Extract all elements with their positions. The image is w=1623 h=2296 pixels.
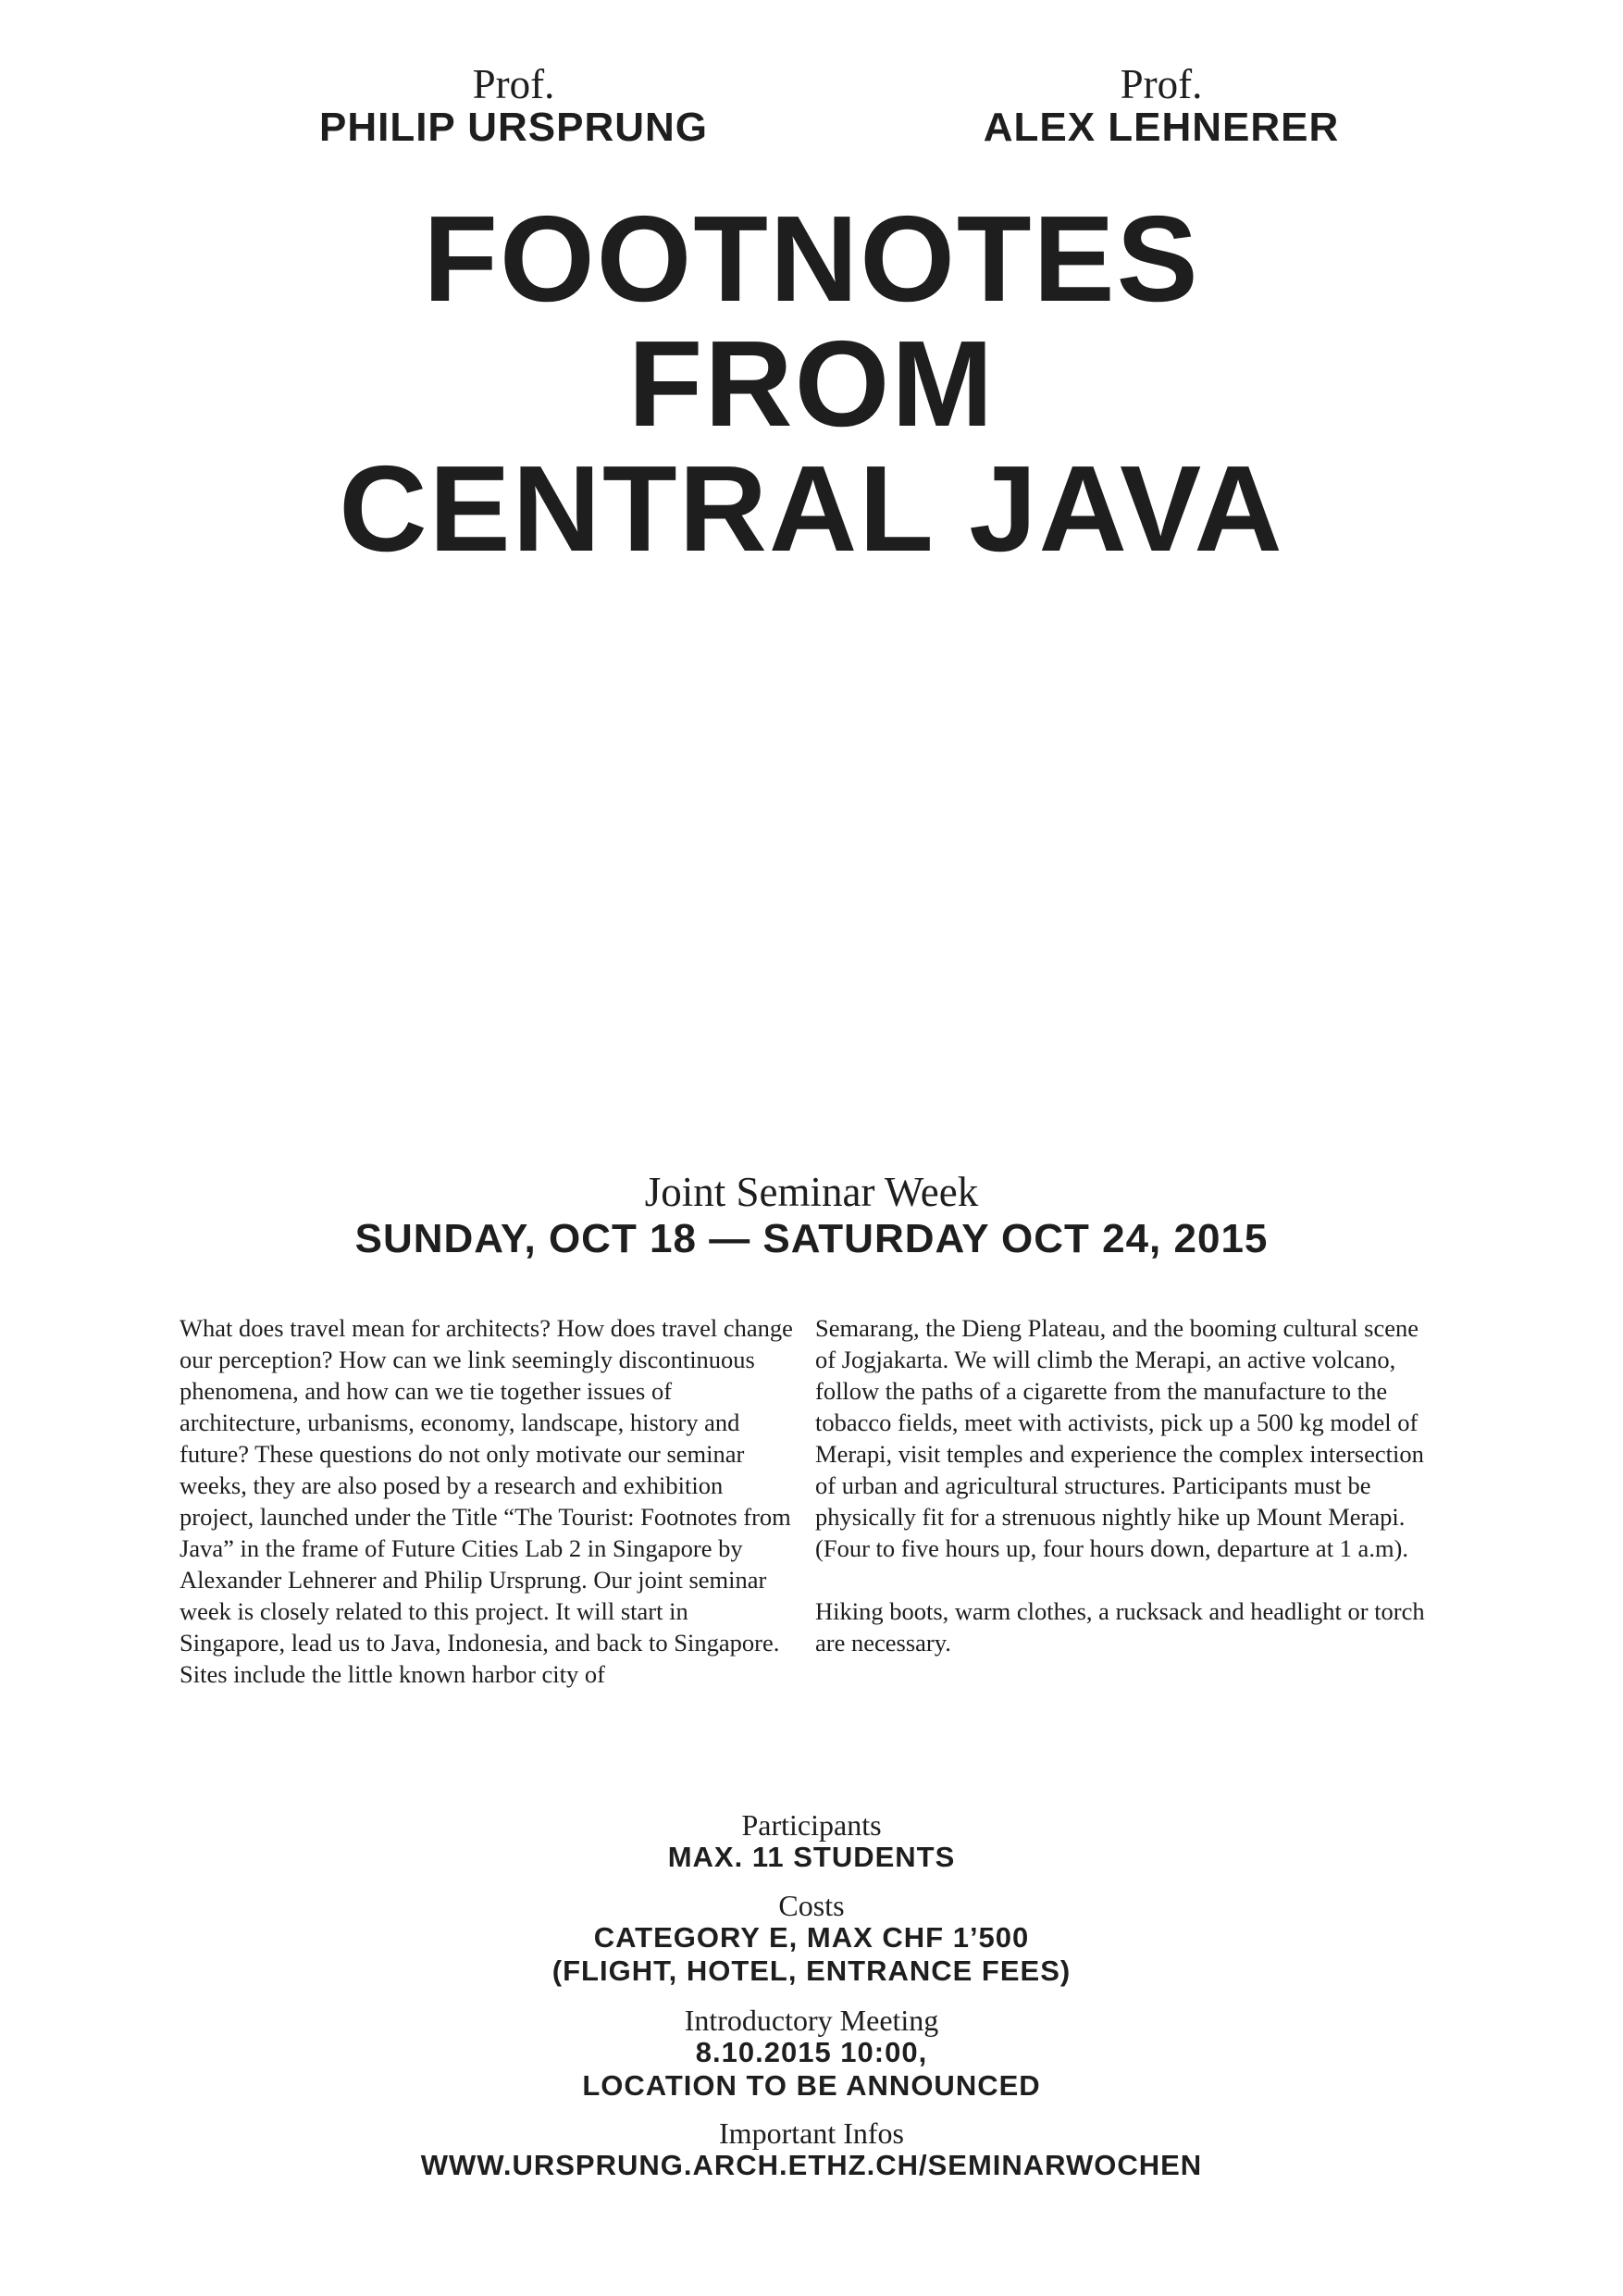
prof-title: Prof. [1120,61,1203,107]
participants-label: Participants [741,1808,882,1842]
title-line-3: CENTRAL JAVA [339,441,1284,577]
seminar-dates: SUNDAY, OCT 18 — SATURDAY OCT 24, 2015 [354,1216,1269,1261]
professor-lehnerer [958,63,1365,149]
body-paragraph: Hiking boots, warm clothes, a rucksack and headlight or torch are necessary. [815,1597,1425,1657]
meeting-date: 8.10.2015 10:00, [695,2036,928,2068]
title-line-2: FROM [627,316,996,452]
meeting-label: Introductory Meeting [684,2004,939,2037]
costs-info [0,1890,1623,1988]
meeting-info [0,2004,1623,2103]
costs-label: Costs [778,1889,845,1922]
prof-name: ALEX LEHNERER [983,105,1340,151]
infos-url: WWW.URSPRUNG.ARCH.ETHZ.CH/SEMINARWOCHEN [420,2149,1203,2181]
prof-name: PHILIP URSPRUNG [318,105,709,151]
costs-detail: (FLIGHT, HOTEL, ENTRANCE FEES) [551,1955,1072,1987]
seminar-label: Joint Seminar Week [644,1169,979,1215]
professor-ursprung [287,63,740,149]
costs-value: CATEGORY E, MAX CHF 1’500 [593,1921,1030,1954]
title-line-1: FOOTNOTES [423,191,1200,327]
prof-title: Prof. [472,61,555,107]
participants-info [0,1809,1623,1874]
infos-label: Important Infos [719,2116,904,2150]
poster-title [0,191,1623,577]
body-column-left [180,1312,799,1721]
meeting-location: LOCATION TO BE ANNOUNCED [582,2069,1041,2102]
body-column-right [815,1312,1426,1690]
body-paragraph: What does travel mean for architects? How does travel change our perception? How can we link seemingly discontinuous phenomena, and how can we tie together issues of architecture, urbanisms, economy, landscape, history and future? These questions do not only motivate our seminar weeks, they are also posed by a research and exhibition project, launched under the Title “The Tourist: Footnotes from Java” in the frame of Future Cities Lab 2 in Singapore by Alexander Lehnerer and Philip Ursprung. Our joint seminar week is closely related to this project. It will start in Singapore, lead us to Java, Indonesia, and back to Singapore. Sites include the little known harbor city of [180,1314,793,1688]
participants-value: MAX. 11 STUDENTS [667,1841,956,1873]
important-infos [0,2117,1623,2182]
body-paragraph: Semarang, the Dieng Plateau, and the booming cultural scene of Jogjakarta. We will climb the Merapi, an active volcano, follow the paths of a cigarette from the manufacture to the tobacco fields, meet with activists, pick up a 500 kg model of Merapi, visit temples and experience the complex intersection of urban and agricultural structures. Participants must be physically fit for a strenuous nightly hike up Mount Merapi. (Four to five hours up, four hours down, departure at 1 a.m). [815,1314,1424,1562]
